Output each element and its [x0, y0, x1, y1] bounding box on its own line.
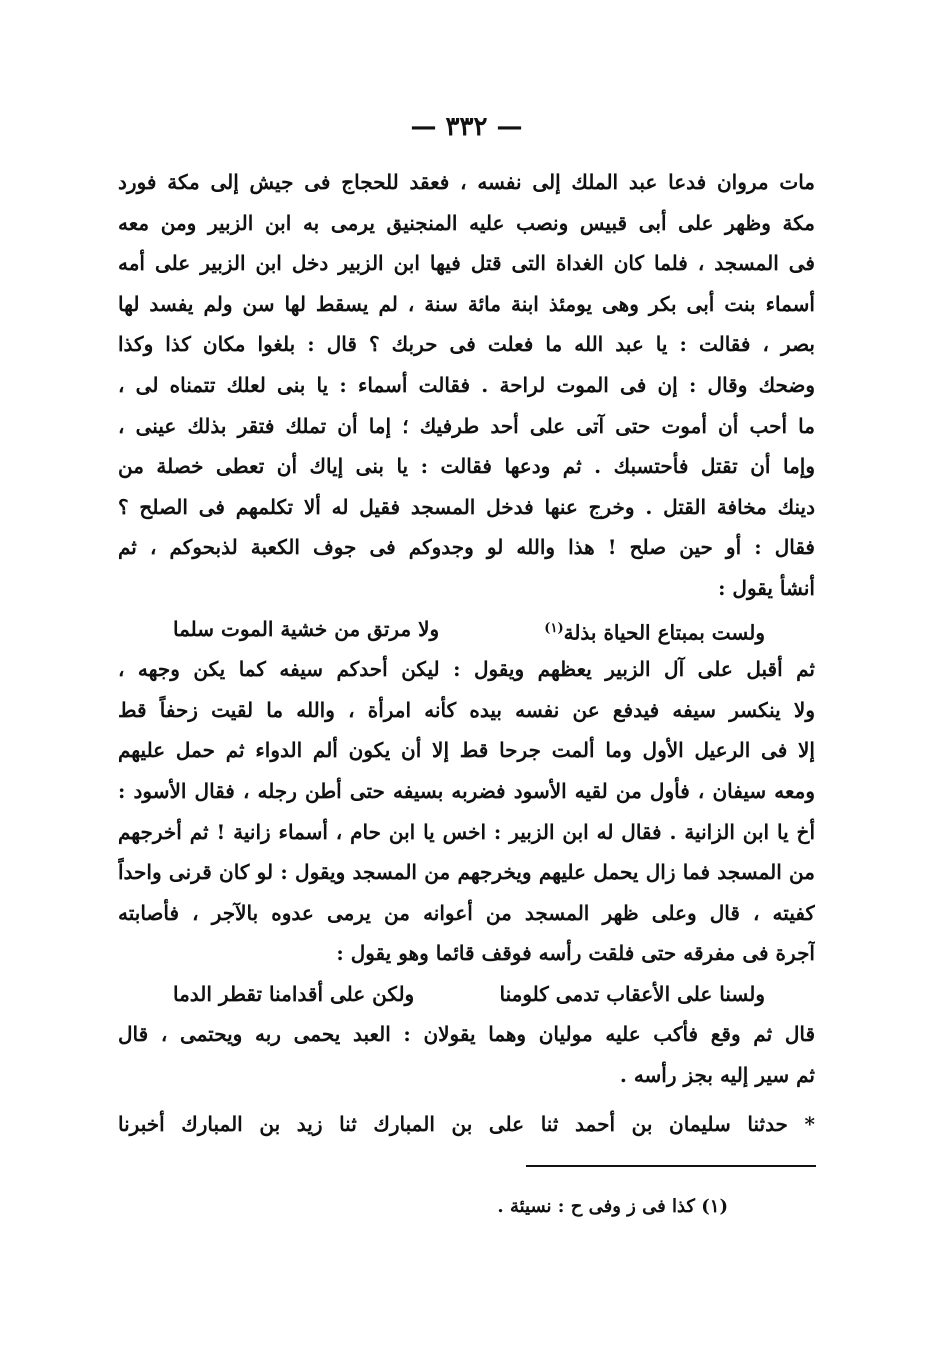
text-line: أنشأ يقول :: [718, 575, 815, 600]
text-line: ما أحب أن أموت حتى آتى على أحد طرفيك ؛ إما أن تملك فتقر بذلك عينى ،: [118, 413, 815, 438]
text-line: فى المسجد ، فلما كان الغداة التى قتل فيها ابن الزبير دخل ابن الزبير على أمه: [118, 251, 815, 276]
text-line: مكة وظهر على أبى قبيس ونصب عليه المنجنيق يرمى به ابن الزبير ومن معه: [118, 210, 815, 235]
footnote-divider: [526, 1165, 816, 1167]
text-line: قال ثم وقع فأكب عليه موليان وهما يقولان : العبد يحمى ربه ويحتمى ، قال: [118, 1022, 815, 1047]
verse-hemistich-left: ولكن على أقدامنا تقطر الدما: [173, 981, 415, 1006]
text-line: إلا فى الرعيل الأول وما ألمت جرحا قط إلا أن يكون ألم الدواء ثم حمل عليهم: [118, 738, 815, 763]
text-line: وضحك وقال : إن فى الموت لراحة . فقالت أسماء : يا بنى لعلك تتمناه لى ،: [118, 372, 815, 397]
text-line: بصر ، فقالت : يا عبد الله ما فعلت فى حربك ؟ قال : بلغوا مكان كذا وكذا: [118, 332, 815, 357]
text-line: ثم أقبل على آل الزبير يعظهم ويقول : ليكن أحدكم سيفه كما يكن وجهه ،: [118, 657, 815, 682]
text-line: * حدثنا سليمان بن أحمد ثنا على بن المبارك ثنا زيد بن المبارك أخبرنا: [118, 1111, 815, 1136]
text-line: مات مروان فدعا عبد الملك إلى نفسه ، فعقد للحجاج فى جيش إلى مكة فورد: [118, 170, 815, 194]
verse-hemistich-right: ولست بمبتاع الحياة بذلة$^{(١)}$: [544, 620, 765, 645]
text-line: دينك مخافة القتل . وخرج عنها فدخل المسجد فقيل له ألا تكلمهم فى الصلح ؟: [118, 494, 815, 519]
verse-hemistich-right: ولسنا على الأعقاب تدمى كلومنا: [499, 981, 765, 1006]
text-line: وإما أن تقتل فأحتسبك . ثم ودعها فقالت : يا بنى إياك أن تعطى خصلة من: [118, 454, 815, 479]
text-line: أسماء بنت أبى بكر وهى يومئذ ابنة مائة سنة ، لم يسقط لها سن ولم يفسد لها: [118, 291, 815, 316]
main-text: [118, 162, 815, 1144]
text-line: ومعه سيفان ، فأول من لقيه الأسود فضربه بسيفه حتى أطن رجله ، فقال الأسود :: [118, 778, 815, 803]
text-line: من المسجد فما زال يحمل عليهم ويخرجهم من المسجد ويقول : لو كان قرنى واحداً: [118, 860, 815, 885]
text-line: آجرة فى مفرقه حتى فلقت رأسه فوقف قائما وهو يقول :: [336, 941, 815, 966]
text-line: ولا ينكسر سيفه فيدفع عن نفسه بيده كأنه امرأة ، والله ما لقيت زحفاً قط: [118, 697, 815, 722]
verse-hemistich-left: ولا مرتق من خشية الموت سلما: [173, 616, 440, 641]
footnote: (١) كذا فى ز وفى ح : نسيئة .: [497, 1196, 728, 1217]
text-line: كفيته ، قال وعلى ظهر المسجد من أعوانه من يرمى عدوه بالآجر ، فأصابته: [118, 900, 815, 925]
verse-line: [118, 974, 815, 1015]
text-line: فقال : أو حين صلح ! هذا والله لو وجدوكم فى جوف الكعبة لذبحوكم ، ثم: [118, 535, 815, 560]
text-line: أخ يا ابن الزانية . فقال له ابن الزبير : اخس يا ابن حام ، أسماء زانية ! ثم أخرجهم: [118, 819, 815, 844]
page-number: — ٣٣٢ —: [410, 112, 523, 142]
verse-line: [118, 609, 815, 650]
footnote-marker: (١): [544, 620, 564, 636]
text-line: ثم سير إليه بجز رأسه .: [619, 1063, 815, 1088]
